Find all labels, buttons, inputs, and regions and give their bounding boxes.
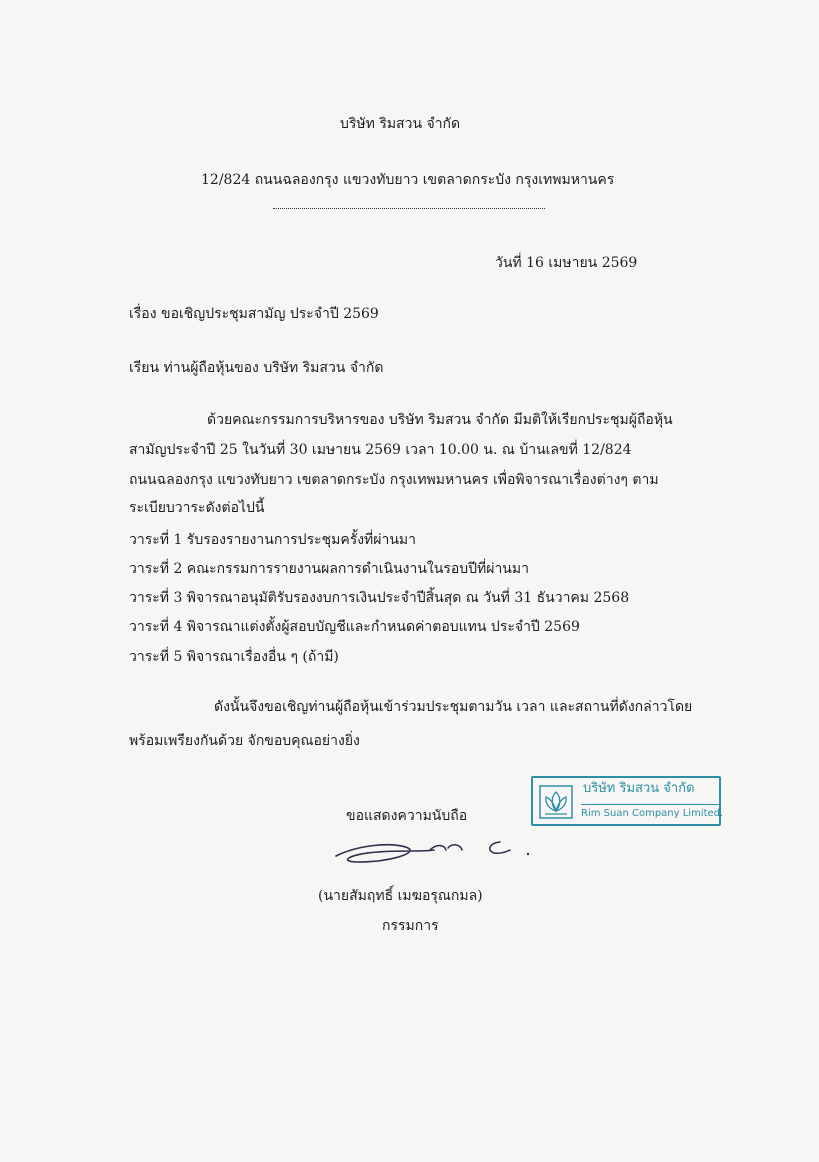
stamp-english-name: Rim Suan Company Limited. [581,804,719,821]
agenda-item-5: วาระที่ 5 พิจารณาเรื่องอื่น ๆ (ถ้ามี) [129,649,339,665]
agenda-item-1: วาระที่ 1 รับรองรายงานการประชุมครั้งที่ผ่านมา [129,532,417,548]
body-line-4: ระเบียบวาระดังต่อไปนี้ [129,500,265,516]
stamp-thai-name: บริษัท ริมสวน จำกัด [583,781,695,796]
letter-date: วันที่ 16 เมษายน 2569 [495,255,638,271]
company-name: บริษัท ริมสวน จำกัด [340,116,461,132]
agenda-item-3: วาระที่ 3 พิจารณาอนุมัติรับรองงบการเงินประจำปีสิ้นสุด ณ วันที่ 31 ธันวาคม 2568 [129,590,630,606]
body-line-3: ถนนฉลองกรุง แขวงทับยาว เขตลาดกระบัง กรุงเทพมหานคร เพื่อพิจารณาเรื่องต่างๆ ตาม [129,472,659,488]
body-line-1: ด้วยคณะกรรมการบริหารของ บริษัท ริมสวน จำกัด มีมติให้เรียกประชุมผู้ถือหุ้น [207,412,673,428]
letter-subject: เรื่อง ขอเชิญประชุมสามัญ ประจำปี 2569 [129,306,379,322]
company-stamp [531,776,724,826]
lotus-logo-icon [539,785,573,819]
agenda-item-4: วาระที่ 4 พิจารณาแต่งตั้งผู้สอบบัญชีและกำหนดค่าตอบแทน ประจำปี 2569 [129,619,580,635]
agenda-item-2: วาระที่ 2 คณะกรรมการรายงานผลการดำเนินงานในรอบปีที่ผ่านมา [129,561,529,577]
signatory-title: กรรมการ [382,918,439,934]
signatory-name: (นายสัมฤทธิ์ เมฆอรุณกมล) [318,888,483,904]
closing-line-1: ดังนั้นจึงขอเชิญท่านผู้ถือหุ้นเข้าร่วมประชุมตามวัน เวลา และสถานที่ดังกล่าวโดย [214,699,693,715]
handwritten-signature [330,832,540,872]
regards-text: ขอแสดงความนับถือ [346,808,468,824]
closing-line-2: พร้อมเพรียงกันด้วย จักขอบคุณอย่างยิ่ง [129,733,360,749]
company-address: 12/824 ถนนฉลองกรุง แขวงทับยาว เขตลาดกระบัง กรุงเทพมหานคร [201,172,615,188]
letter-recipient: เรียน ท่านผู้ถือหุ้นของ บริษัท ริมสวน จำกัด [129,360,384,376]
body-line-2: สามัญประจำปี 25 ในวันที่ 30 เมษายน 2569 เวลา 10.00 น. ณ บ้านเลขที่ 12/824 [129,442,632,458]
dotted-line [273,208,545,209]
